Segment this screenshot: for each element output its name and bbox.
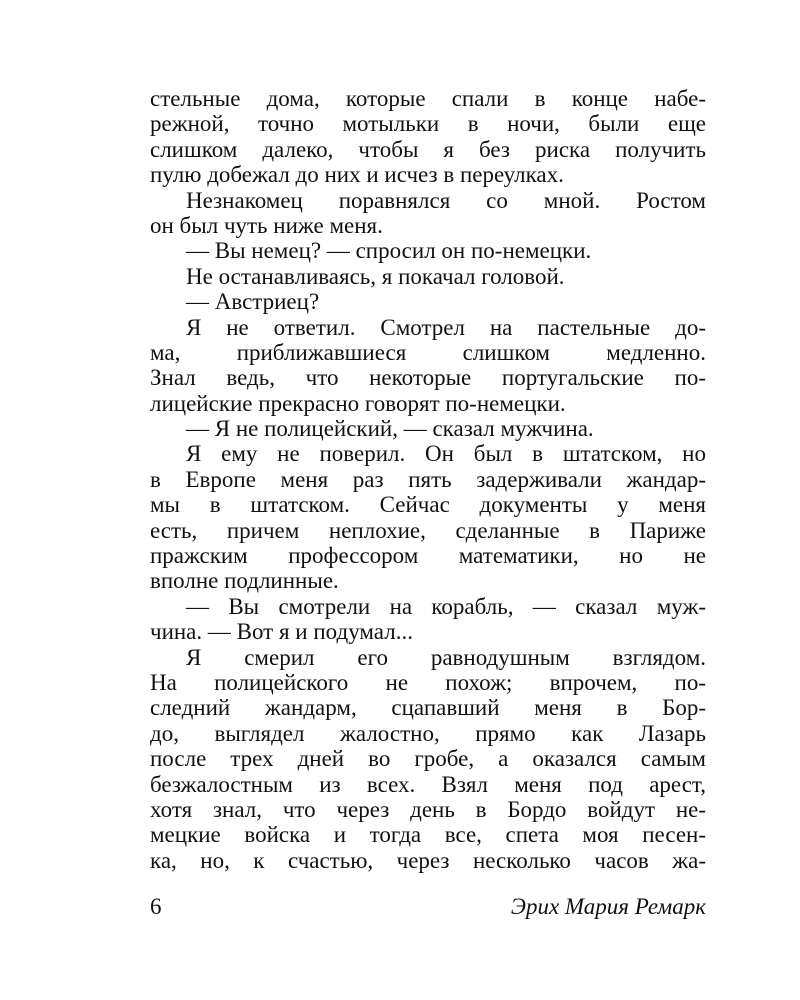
text-line: он был чуть ниже меня. bbox=[150, 212, 383, 238]
text-line: слишком далеко, чтобы я без риска получить bbox=[150, 136, 706, 162]
text-line: На полицейского не похож; впрочем, по- bbox=[150, 669, 706, 695]
text-line: есть, причем неплохие, сделанные в Париже bbox=[150, 517, 706, 543]
text-line: Не останавливаясь, я покачал головой. bbox=[186, 263, 565, 289]
text-line: стельные дома, которые спали в конце набе- bbox=[150, 86, 706, 111]
text-line: в Европе меня раз пять задерживали жандар- bbox=[150, 466, 706, 492]
text-line: — Вы немец? — спросил он по-немецки. bbox=[186, 238, 592, 264]
text-line: лицейские прекрасно говорят по-немецки. bbox=[150, 390, 566, 416]
text-line: следний жандарм, сцапавший меня в Бор- bbox=[150, 695, 706, 721]
text-line: Я смерил его равнодушным взглядом. bbox=[186, 644, 706, 670]
text-line: режной, точно мотыльки в ночи, были еще bbox=[150, 111, 706, 137]
text-line: пражским профессором математики, но не bbox=[150, 543, 706, 569]
page-footer bbox=[150, 892, 706, 922]
text-line: после трех дней во гробе, а оказался самым bbox=[150, 746, 706, 772]
text-line: ма, приближавшиеся слишком медленно. bbox=[150, 339, 706, 365]
text-line: ка, но, к счастью, через несколько часов жа- bbox=[150, 847, 706, 873]
text-line: до, выглядел жалостно, прямо как Лазарь bbox=[150, 720, 706, 746]
text-line: Незнакомец поравнялся со мной. Ростом bbox=[186, 187, 706, 213]
text-line: Я ему не поверил. Он был в штатском, но bbox=[186, 441, 706, 467]
text-line: чина. — Вот я и подумал... bbox=[150, 619, 413, 645]
text-line: безжалостным из всех. Взял меня под арест, bbox=[150, 771, 706, 797]
book-page-body bbox=[150, 86, 706, 873]
text-line: — Вы смотрели на корабль, — сказал муж- bbox=[186, 593, 706, 619]
text-line: — Австриец? bbox=[186, 289, 320, 315]
text-line: вполне подлинные. bbox=[150, 568, 339, 594]
running-title-author: Эрих Мария Ремарк bbox=[510, 894, 706, 919]
text-line: мы в штатском. Сейчас документы у меня bbox=[150, 492, 706, 518]
page-number: 6 bbox=[150, 894, 162, 919]
text-line: мецкие войска и тогда все, спета моя песен- bbox=[150, 822, 706, 848]
text-line: хотя знал, что через день в Бордо войдут не- bbox=[150, 796, 706, 822]
text-line: Я не ответил. Смотрел на пастельные до- bbox=[186, 314, 706, 340]
text-line: — Я не полицейский, — сказал мужчина. bbox=[186, 416, 594, 442]
text-line: Знал ведь, что некоторые португальские по- bbox=[150, 365, 706, 391]
text-line: пулю добежал до них и исчез в переулках. bbox=[150, 162, 564, 188]
